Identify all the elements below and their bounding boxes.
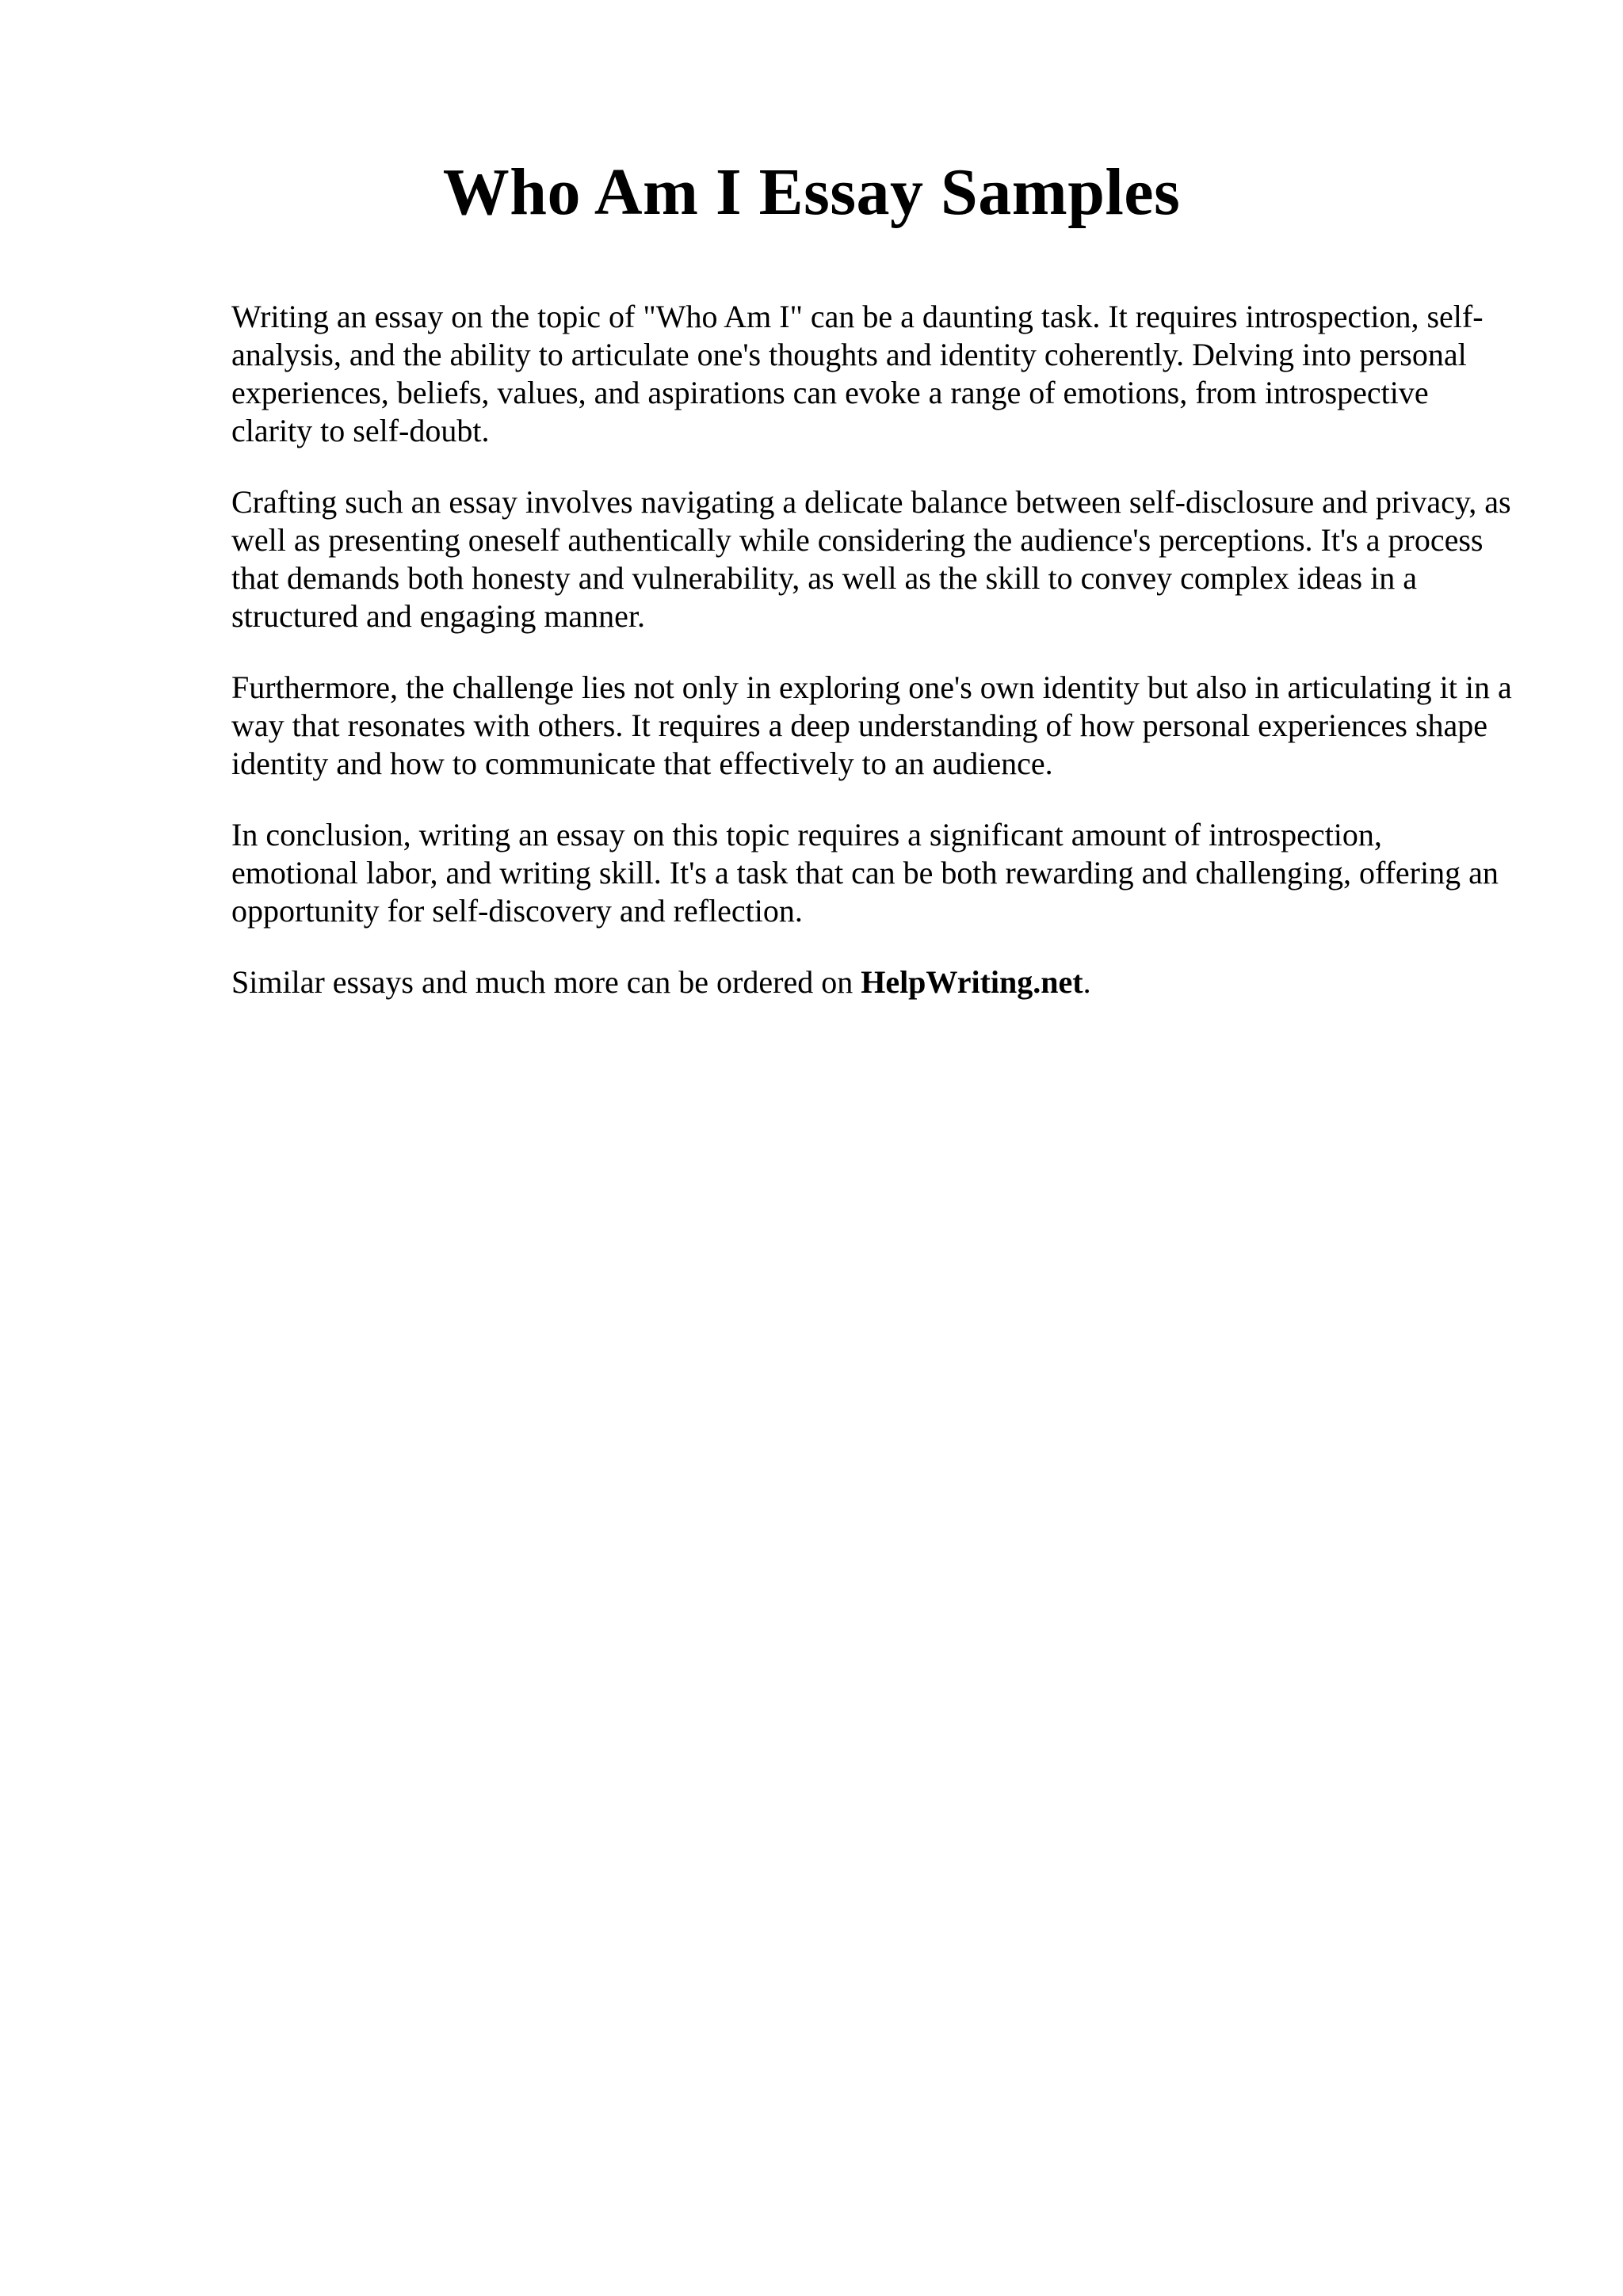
paragraph-conclusion: In conclusion, writing an essay on this topic requires a significant amount of introspection, emotional labor, and writing skill. It's a task that can be both rewarding and challenging, offering an opportunity for self-discovery and reflection. (231, 817, 1499, 929)
document-title: Who Am I Essay Samples (442, 155, 1181, 229)
footer-suffix: . (1083, 964, 1091, 1000)
paragraph-intro: Writing an essay on the topic of "Who Am I" can be a daunting task. It requires introspection, self-analysis, and the ability to articulate one's thoughts and identity coherently. Delving into personal experiences, beliefs, values, and aspirations can evoke a range of emotions, from introspective clarity to self-doubt. (231, 299, 1484, 448)
paragraph-challenge: Furthermore, the challenge lies not only in exploring one's own identity but also in articulating it in a way that resonates with others. It requires a deep understanding of how personal experiences shape identity and how to communicate that effectively to an audience. (231, 669, 1512, 781)
document-body (231, 298, 1515, 1035)
footer-line (231, 963, 1515, 1001)
helpwriting-link[interactable]: HelpWriting.net (861, 964, 1083, 1000)
paragraph-balance: Crafting such an essay involves navigating a delicate balance between self-disclosure and privacy, as well as presenting oneself authentically while considering the audience's perceptions. It's a process that demands both honesty and vulnerability, as well as the skill to convey complex ideas in a structured and engaging manner. (231, 484, 1511, 634)
footer-prefix: Similar essays and much more can be ordered on (231, 964, 854, 1000)
